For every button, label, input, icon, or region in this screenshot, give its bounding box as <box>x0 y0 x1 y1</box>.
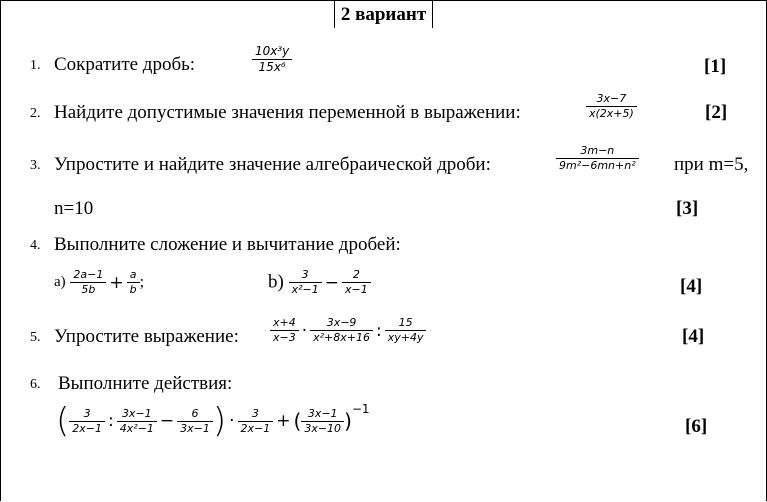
fraction-denominator: 2x−1 <box>72 421 102 435</box>
fraction <box>177 407 213 436</box>
fraction <box>238 407 274 436</box>
left-parenthesis: ( <box>56 401 70 441</box>
minus-operator: − <box>324 272 339 293</box>
fraction-denominator: x−3 <box>273 331 296 344</box>
task-3-condition-line2: n=10 <box>54 198 94 219</box>
fraction <box>310 316 373 345</box>
task-3-number: 3. <box>30 158 41 173</box>
fraction-denominator: 9m²−6mn+n² <box>559 159 636 172</box>
fraction-denominator: 4x²−1 <box>119 421 154 435</box>
fraction-denominator: x(2x+5) <box>589 107 634 120</box>
task-1-text <box>54 54 195 76</box>
task-2-score: [2] <box>705 102 728 123</box>
task-6-text: Выполните действия: <box>58 373 233 394</box>
fraction <box>117 407 157 436</box>
variant-title: 2 вариант <box>340 4 427 25</box>
fraction-numerator: 3 <box>238 407 274 422</box>
multiply-operator: · <box>229 411 235 431</box>
fraction <box>70 268 106 297</box>
fraction-denominator: b <box>129 283 137 296</box>
left-parenthesis: ( <box>293 409 302 433</box>
fraction-denominator: 3x−1 <box>180 421 210 435</box>
task-1-label: Сократите дробь: <box>54 54 196 75</box>
task-4-score: [4] <box>680 276 703 297</box>
task-4-text: Выполните сложение и вычитание дробей: <box>54 234 401 255</box>
fraction-denominator: x²+8x+16 <box>313 331 370 344</box>
task-1-number: 1. <box>30 58 41 73</box>
plus-operator: + <box>276 411 291 431</box>
fraction-numerator: 6 <box>177 407 213 422</box>
fraction-denominator: 15x⁶ <box>258 60 286 74</box>
fraction-numerator: 3x−1 <box>301 407 344 422</box>
task-4b <box>268 268 371 297</box>
fraction-numerator: 3x−7 <box>586 92 637 107</box>
fraction <box>385 316 427 345</box>
fraction-denominator: xy+4y <box>387 331 424 344</box>
fraction <box>69 407 105 436</box>
fraction-numerator: 3x−9 <box>310 316 373 331</box>
right-parenthesis: ) <box>344 409 352 433</box>
fraction <box>270 316 299 345</box>
task-4a <box>54 268 144 297</box>
fraction-denominator: x²−1 <box>291 283 319 296</box>
task-4a-end: ; <box>139 273 145 291</box>
task-6-expression <box>56 401 370 441</box>
fraction-numerator: 15 <box>385 316 427 331</box>
fraction-numerator: 3 <box>69 407 105 422</box>
fraction-numerator: 3 <box>289 268 322 283</box>
task-6-number: 6. <box>30 377 41 392</box>
minus-operator: − <box>159 411 175 431</box>
fraction <box>586 92 637 121</box>
fraction <box>342 268 371 297</box>
task-5-expression <box>270 316 426 345</box>
divide-operator: : <box>108 411 114 431</box>
plus-operator: + <box>109 272 124 293</box>
task-5-text: Упростите выражение: <box>54 326 239 347</box>
task-1-fraction <box>252 44 292 75</box>
task-3-condition: при m=5, <box>674 154 749 175</box>
task-3-score: [3] <box>676 198 699 219</box>
task-2-number: 2. <box>30 106 41 121</box>
task-3-fraction <box>556 144 639 173</box>
task-4-number: 4. <box>30 238 41 253</box>
fraction-numerator: 3x−1 <box>117 407 157 422</box>
task-3-text: Упростите и найдите значение алгебраической дроби: <box>54 154 491 175</box>
fraction-numerator: 2a−1 <box>70 268 106 283</box>
fraction <box>127 268 140 297</box>
task-2-fraction <box>586 92 637 121</box>
fraction <box>252 44 292 75</box>
fraction-denominator: 3x−10 <box>304 421 342 435</box>
task-5-number: 5. <box>30 330 41 345</box>
fraction-numerator: 3m−n <box>556 144 639 159</box>
fraction-denominator: 2x−1 <box>240 421 271 435</box>
task-2-text: Найдите допустимые значения переменной в выражении: <box>54 102 521 123</box>
task-5-score: [4] <box>682 326 705 347</box>
fraction <box>556 144 639 173</box>
fraction-denominator: 5b <box>81 283 96 296</box>
fraction-numerator: x+4 <box>270 316 299 331</box>
fraction-numerator: a <box>127 268 140 283</box>
task-6-score: [6] <box>685 416 708 437</box>
fraction <box>289 268 322 297</box>
right-parenthesis: ) <box>212 401 227 441</box>
fraction-numerator: 10x³y <box>252 44 292 60</box>
fraction-denominator: x−1 <box>344 283 368 296</box>
task-4b-label: b) <box>268 271 284 293</box>
divide-operator: : <box>376 320 382 341</box>
multiply-operator: · <box>301 320 308 341</box>
fraction <box>301 407 344 436</box>
task-1-score: [1] <box>704 56 727 77</box>
exponent: −1 <box>351 402 370 417</box>
fraction-numerator: 2 <box>342 268 371 283</box>
task-4a-label: a) <box>54 274 66 290</box>
